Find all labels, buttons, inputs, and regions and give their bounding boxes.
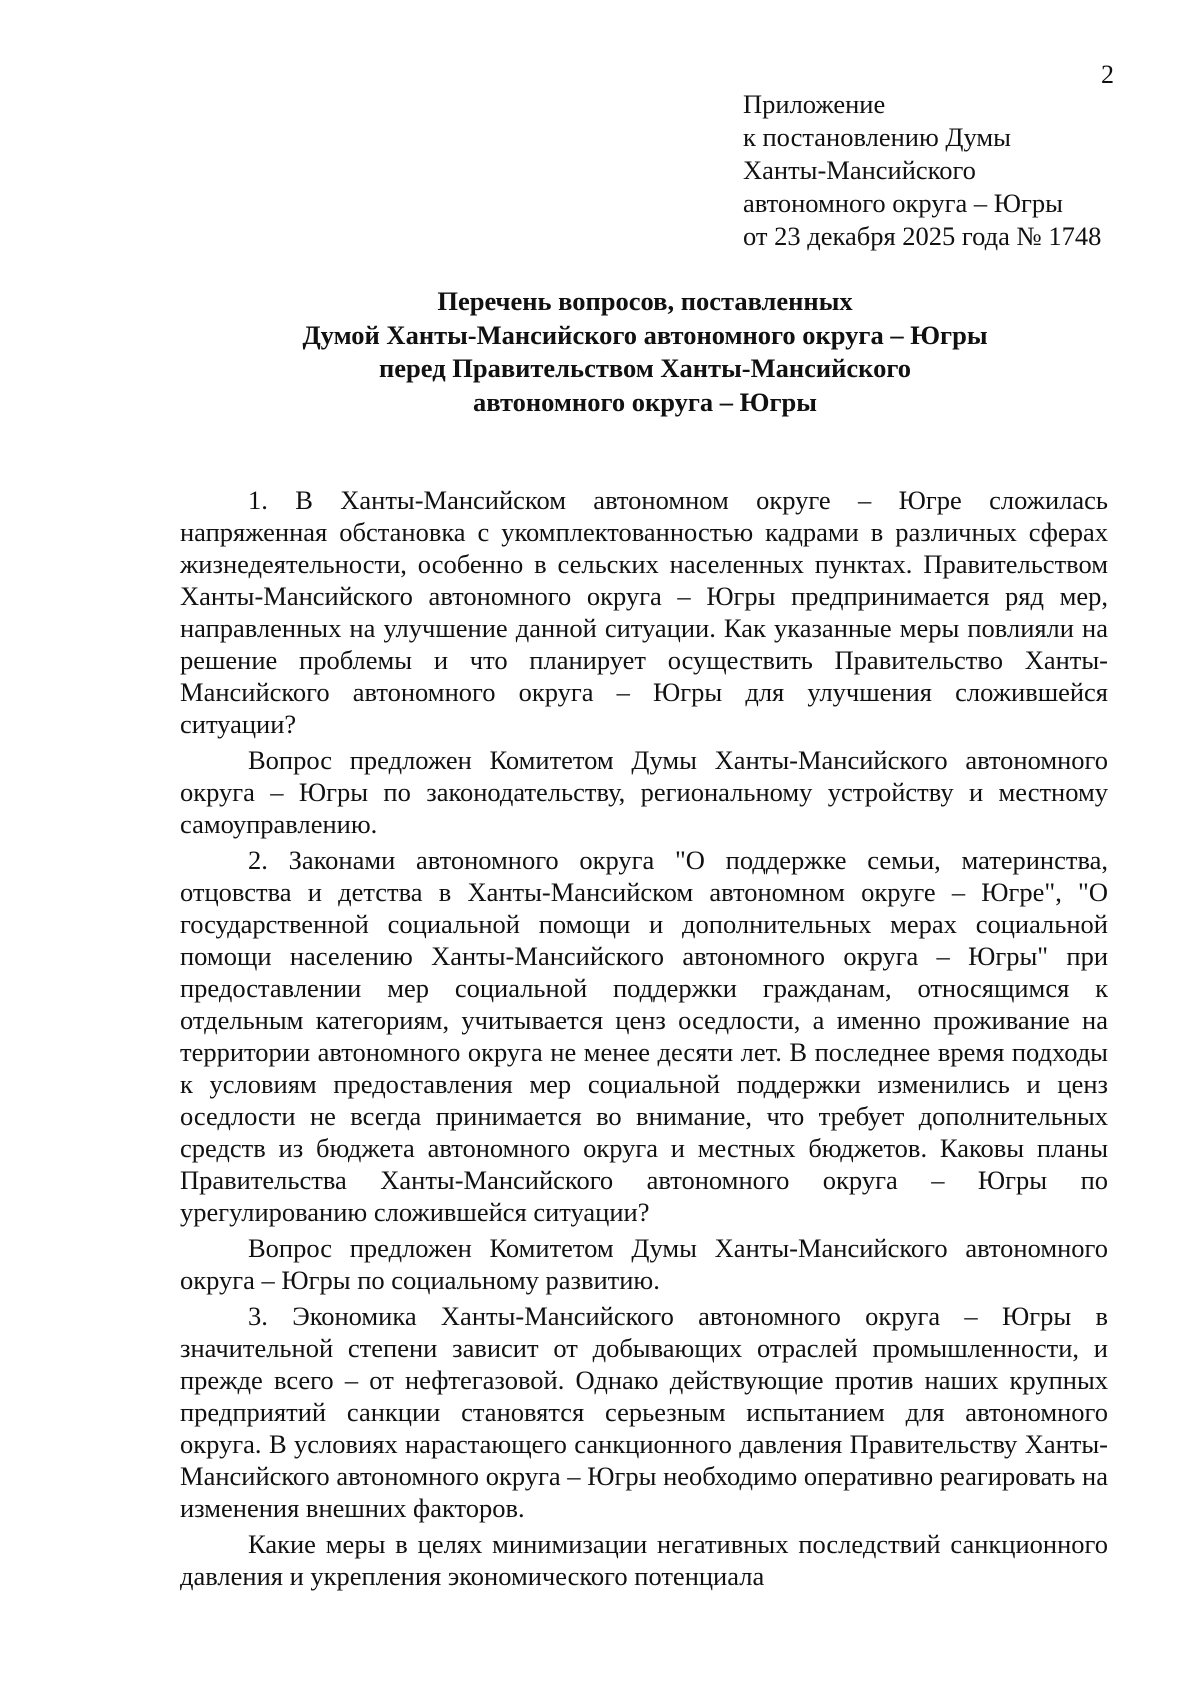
appendix-line: к постановлению Думы [743, 122, 1011, 152]
question-1-source-paragraph: Вопрос предложен Комитетом Думы Ханты-Мансийского автономного округа – Югры по законодательству, региональному устройству и местному самоуправлению. [180, 745, 1108, 839]
appendix-line: автономного округа – Югры [743, 188, 1063, 218]
question-3-continuation-paragraph: Какие меры в целях минимизации негативных последствий санкционного давления и укрепления экономического потенциала [180, 1529, 1108, 1591]
question-2-source-paragraph: Вопрос предложен Комитетом Думы Ханты-Мансийского автономного округа – Югры по социальному развитию. [180, 1233, 1108, 1295]
page-number: 2 [1101, 60, 1114, 89]
appendix-line: Приложение [743, 89, 886, 119]
question-1-paragraph: 1. В Ханты-Мансийском автономном округе – Югре сложилась напряженная обстановка с укомплектованностью кадрами в различных сферах жизнедеятельности, особенно в сельских населенных пунктах. Правительством Ханты-Мансийского автономного округа – Югры предпринимается ряд мер, направленных на улучшение данной ситуации. Как указанные меры повлияли на решение проблемы и что планирует осуществить Правительство Ханты-Мансийского автономного округа – Югры для улучшения сложившейся ситуации? [180, 485, 1108, 739]
title-line: перед Правительством Ханты-Мансийского [379, 353, 911, 383]
document-body [180, 484, 1108, 1596]
appendix-header [743, 88, 1143, 253]
title-line: Перечень вопросов, поставленных [437, 286, 853, 316]
appendix-line: от 23 декабря 2025 года № 1748 [743, 221, 1102, 251]
question-2-paragraph: 2. Законами автономного округа "О поддержке семьи, материнства, отцовства и детства в Ханты-Мансийском автономном округе – Югре", "О государственной социальной помощи и дополнительных мерах социальной помощи населению Ханты-Мансийского автономного округа – Югры" при предоставлении мер социальной поддержки гражданам, относящимся к отдельным категориям, учитывается ценз оседлости, а именно проживание на территории автономного округа не менее десяти лет. В последнее время подходы к условиям предоставления мер социальной поддержки изменились и ценз оседлости не всегда принимается во внимание, что требует дополнительных средств из бюджета автономного округа и местных бюджетов. Каковы планы Правительства Ханты-Мансийского автономного округа – Югры по урегулированию сложившейся ситуации? [180, 845, 1108, 1227]
document-title [180, 285, 1110, 419]
appendix-line: Ханты-Мансийского [743, 155, 976, 185]
title-line: Думой Ханты-Мансийского автономного округа – Югры [302, 319, 988, 350]
title-line: автономного округа – Югры [473, 386, 817, 417]
question-3-paragraph: 3. Экономика Ханты-Мансийского автономного округа – Югры в значительной степени зависит от добывающих отраслей промышленности, и прежде всего – от нефтегазовой. Однако действующие против наших крупных предприятий санкции становятся серьезным испытанием для автономного округа. В условиях нарастающего санкционного давления Правительству Ханты-Мансийского автономного округа – Югры необходимо оперативно реагировать на изменения внешних факторов. [180, 1301, 1108, 1523]
